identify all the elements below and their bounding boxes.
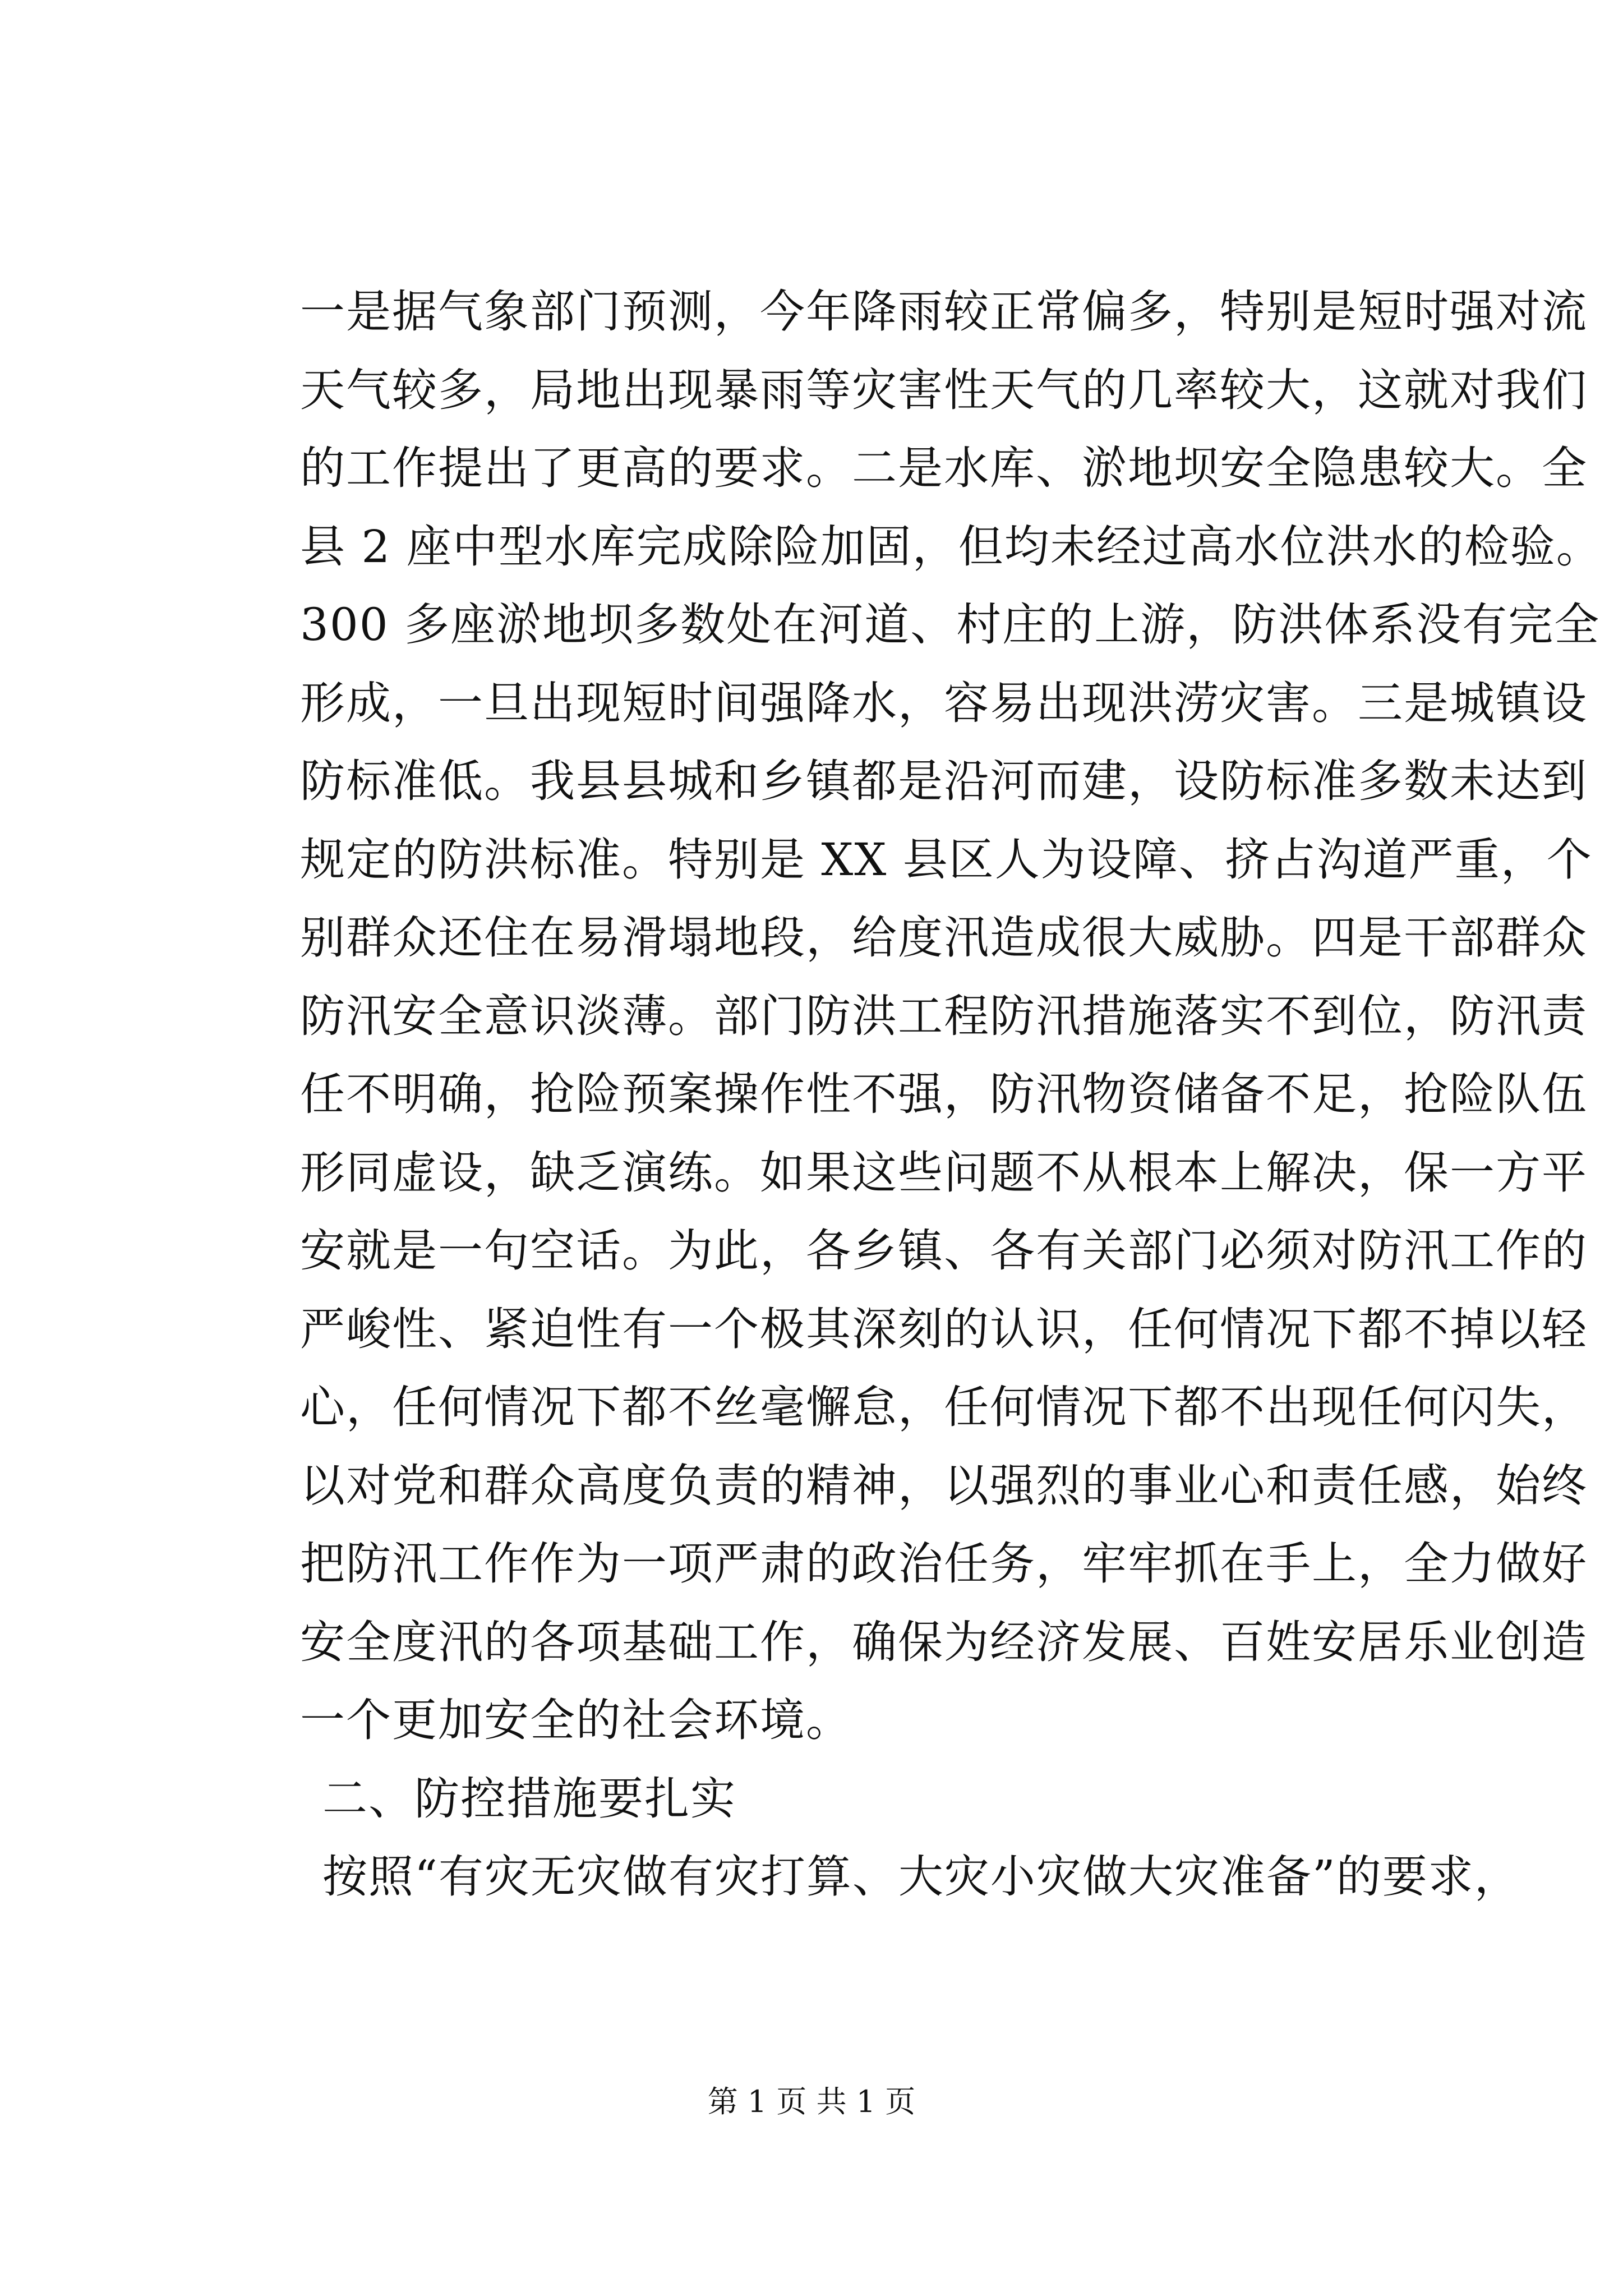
page-footer <box>0 2082 1623 2122</box>
body-line: 别群众还住在易滑塌地段，给度汛造成很大威胁。四是干部群众 <box>300 912 1588 964</box>
body-line: 把防汛工作作为一项严肃的政治任务，牢牢抓在手上，全力做好 <box>300 1538 1588 1590</box>
page-number: 第 1 页 共 1 页 <box>707 2084 916 2119</box>
body-line: 一是据气象部门预测，今年降雨较正常偏多，特别是短时强对流 <box>300 286 1588 338</box>
body-line: 防标准低。我县县城和乡镇都是沿河而建，设防标准多数未达到 <box>300 755 1588 807</box>
body-line: 县 2 座中型水库完成除险加固，但均未经过高水位洪水的检验。 <box>300 520 1602 573</box>
body-line: 的工作提出了更高的要求。二是水库、淤地坝安全隐患较大。全 <box>300 442 1588 494</box>
body-line: 任不明确，抢险预案操作性不强，防汛物资储备不足，抢险队伍 <box>300 1068 1588 1120</box>
body-line: 严峻性、紧迫性有一个极其深刻的认识，任何情况下都不掉以轻 <box>300 1303 1588 1355</box>
body-line: 规定的防洪标准。特别是 XX 县区人为设障、挤占沟道严重，个 <box>300 833 1593 886</box>
body-line: 天气较多，局地出现暴雨等灾害性天气的几率较大，这就对我们 <box>300 364 1588 416</box>
document-body <box>300 273 1602 1916</box>
body-line: 安全度汛的各项基础工作，确保为经济发展、百姓安居乐业创造 <box>300 1616 1588 1668</box>
body-line: 300 多座淤地坝多数处在河道、村庄的上游，防洪体系没有完全 <box>300 599 1601 651</box>
body-line: 防汛安全意识淡薄。部门防洪工程防汛措施落实不到位，防汛责 <box>300 990 1588 1042</box>
body-line: 按照“有灾无灾做有灾打算、大灾小灾做大灾准备”的要求， <box>322 1851 1520 1903</box>
body-line: 一个更加安全的社会环境。 <box>300 1694 852 1746</box>
body-line: 安就是一句空话。为此，各乡镇、各有关部门必须对防汛工作的 <box>300 1225 1588 1277</box>
section-heading: 二、防控措施要扎实 <box>322 1772 736 1825</box>
body-line: 心，任何情况下都不丝毫懈怠，任何情况下都不出现任何闪失， <box>300 1381 1588 1433</box>
body-line: 以对党和群众高度负责的精神，以强烈的事业心和责任感，始终 <box>300 1459 1588 1512</box>
body-line: 形同虚设，缺乏演练。如果这些问题不从根本上解决，保一方平 <box>300 1146 1588 1199</box>
body-line: 形成，一旦出现短时间强降水，容易出现洪涝灾害。三是城镇设 <box>300 677 1588 729</box>
